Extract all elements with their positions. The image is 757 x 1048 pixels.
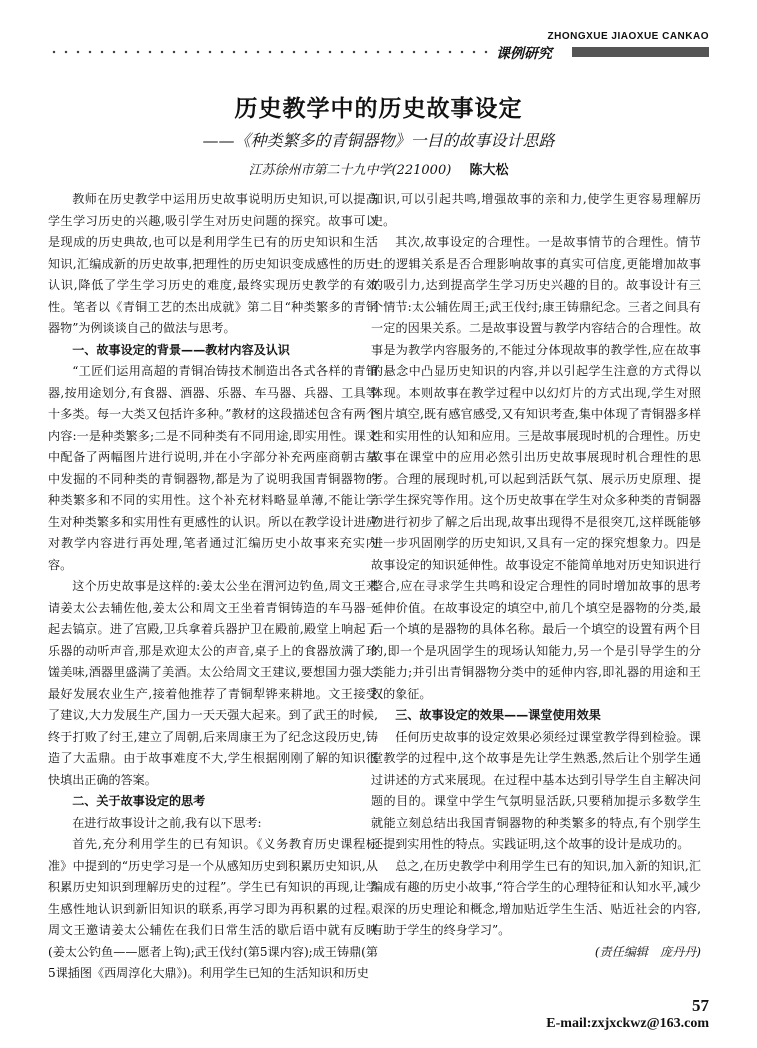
body-paragraph: “工匠们运用高超的青铜冶铸技术制造出各式各样的青铜器,按用途划分,有食器、酒器、乐器、车马器、兵器、工具等十多类。每一大类又包括许多种。”教材的这段描述包含有两个内容:一是种类繁多;二是不同种类有不同用途,即实用性。课文中配备了两幅图片进行说明,并在小字部分补充两座商朝古墓中发掘的不同种类的青铜器物,都是为了说明我国青铜器物的种类繁多和不同的实用性。这个补充材料略显单薄,不能让学生对种类繁多和实用性有更感性的认识。所以在教学设计进应对教学内容进行再处理,笔者通过汇编历史小故事来充实内容。: [48, 364, 378, 572]
body-paragraph: 其次,故事设定的合理性。一是故事情节的合理性。情节上的逻辑关系是否合理影响故事的真实可信度,更能增加故事的吸引力,达到提高学生学习历史兴趣的目的。故事设计有三个情节:太公辅佐周王;武王伐纣;康王铸鼎纪念。三者之间具有一定的因果关系。二是故事设置与教学内容结合的合理性。故事是为教学内容服务的,不能过分体现故事的教学性,应在故事的悬念中凸显历史知识的内容,并以引起学生注意的方式得以体现。本则故事在教学过程中以幻灯片的方式出现,学生对照图片填空,既有感官感受,又有知识考查,集中体现了青铜器多样性和实用性的认知和应用。三是故事展现时机的合理性。历史故事在课堂中的应用必然引出历史故事展现时机合理性的思考。合理的展现时机,可以起到活跃气氛、展示历史原理、提示学生探究等作用。这个历史故事在学生对众多种类的青铜器物进行初步了解之后出现,故事出现得不是很突兀,这样既能够进一步巩固刚学的历史知识,又具有一定的探究想象力。四是故事设定的知识延伸性。故事设定不能简单地对历史知识进行整合,应在寻求学生共鸣和设定合理性的同时增加故事的思考延伸价值。在故事设定的填空中,前几个填空是器物的分类,最后一个填的是器物的具体名称。最后一个填空的设置有两个目的,即一个是巩固学生的现场认知能力,另一个是引导学生的分类能力;并引出青铜器物分类中的延伸内容,即礼器的用途和王权的象征。: [371, 235, 701, 701]
journal-name-en: ZHONGXUE JIAOXUE CANKAO: [547, 31, 709, 42]
intro-paragraph: 教师在历史教学中运用历史故事说明历史知识,可以提高学生学习历史的兴趣,吸引学生对历史问题的探究。故事可以是现成的历史典故,也可以是利用学生已有的历史知识和生活知识,汇编成新的历史故事,把理性的历史知识变成感性的历史认识,降低了学生学习历史的难度,最终实现历史教学的有效性。笔者以《青铜工艺的杰出成就》第二目“种类繁多的青铜器物”为例谈谈自己的做法与思考。: [48, 192, 378, 335]
section-header: [48, 45, 709, 61]
continued-paragraph: 知识,可以引起共鸣,增强故事的亲和力,使学生更容易理解历史。: [371, 192, 701, 228]
author-name: 陈大松: [469, 163, 509, 178]
story-paragraph: 这个历史故事是这样的:姜太公坐在渭河边钓鱼,周文王来请姜太公去辅佐他,姜太公和周文王坐着青铜铸造的车马器一起去镐京。进了宫殿,卫兵拿着兵器护卫在殿前,殿堂上响起了乐器的动听声音,那是欢迎太公的声音,桌子上的食器放满了珍馐美味,酒器里盛满了美酒。太公给周文王建议,要想国力强大,最好发展农业生产,接着他推荐了青铜犁铧来耕地。文王接受了建议,大力发展生产,国力一天天强大起来。到了武王的时候,终于打败了纣王,建立了周朝,后来周康王为了纪念这段历史,铸造了大盂鼎。由于故事难度不大,学生根据刚刚了解的知识很快填出正确的答案。: [48, 579, 378, 787]
body-paragraph: 任何历史故事的设定效果必须经过课堂教学得到检验。课堂教学的过程中,这个故事是先让学生熟悉,然后让个别学生通过讲述的方式来展现。在过程中基本达到引导学生自主解决问题的目的。课堂中学生气氛明显活跃,只要稍加提示多数学生就能立刻总结出我国青铜器物的种类繁多的特点,有个别学生还提到实用性的特点。实践证明,这个故事的设计是成功的。: [371, 729, 701, 851]
article-subtitle: ——《种类繁多的青铜器物》一目的故事设计思路: [202, 131, 555, 150]
article-title: 历史教学中的历史故事设定: [234, 96, 523, 122]
left-column: [48, 189, 378, 985]
section-label: 课例研究: [496, 45, 552, 61]
body-paragraph: 在进行故事设计之前,我有以下思考:: [72, 815, 262, 830]
section-heading-1: 一、故事设定的背景——教材内容及认识: [72, 342, 290, 357]
section-heading-3: 三、故事设定的效果——课堂使用效果: [395, 708, 601, 722]
editor-credit: (责任编辑 庞丹丹): [594, 944, 701, 959]
header-dot-rule: [48, 49, 488, 55]
page-number: 57: [692, 996, 709, 1015]
body-paragraph: 首先,充分利用学生的已有知识。《义务教育历史课程标准》中提到的“历史学习是一个从感知历史到积累历史知识,从积累历史知识到理解历史的过程”。学生已有知识的再现,让学生感性地认识到新旧知识的联系,再学习即为再积累的过程。周文王邀请姜太公辅佐在我们日常生活的歇后语中就有反映(姜太公钓鱼——愿者上钩);武王伐纣(第5课内容);成王铸鼎(第5课插图《西周淳化大鼎》)。利用学生已知的生活知识和历史: [48, 837, 378, 980]
contact-email: E-mail:zxjxckwz@163.com: [546, 1016, 709, 1031]
section-heading-2: 二、关于故事设定的思考: [72, 794, 206, 808]
byline: [0, 159, 757, 178]
header-bar-fill: [572, 47, 709, 57]
conclusion-paragraph: 总之,在历史教学中利用学生已有的知识,加入新的知识,汇编成有趣的历史小故事,“符合学生的心理特征和认知水平,减少艰深的历史理论和概念,增加贴近学生生活、贴近社会的内容,有助于学生的终身学习”。: [371, 858, 701, 937]
right-column: [371, 189, 701, 963]
author-affiliation: 江苏徐州市第二十九中学(221000): [248, 163, 452, 178]
